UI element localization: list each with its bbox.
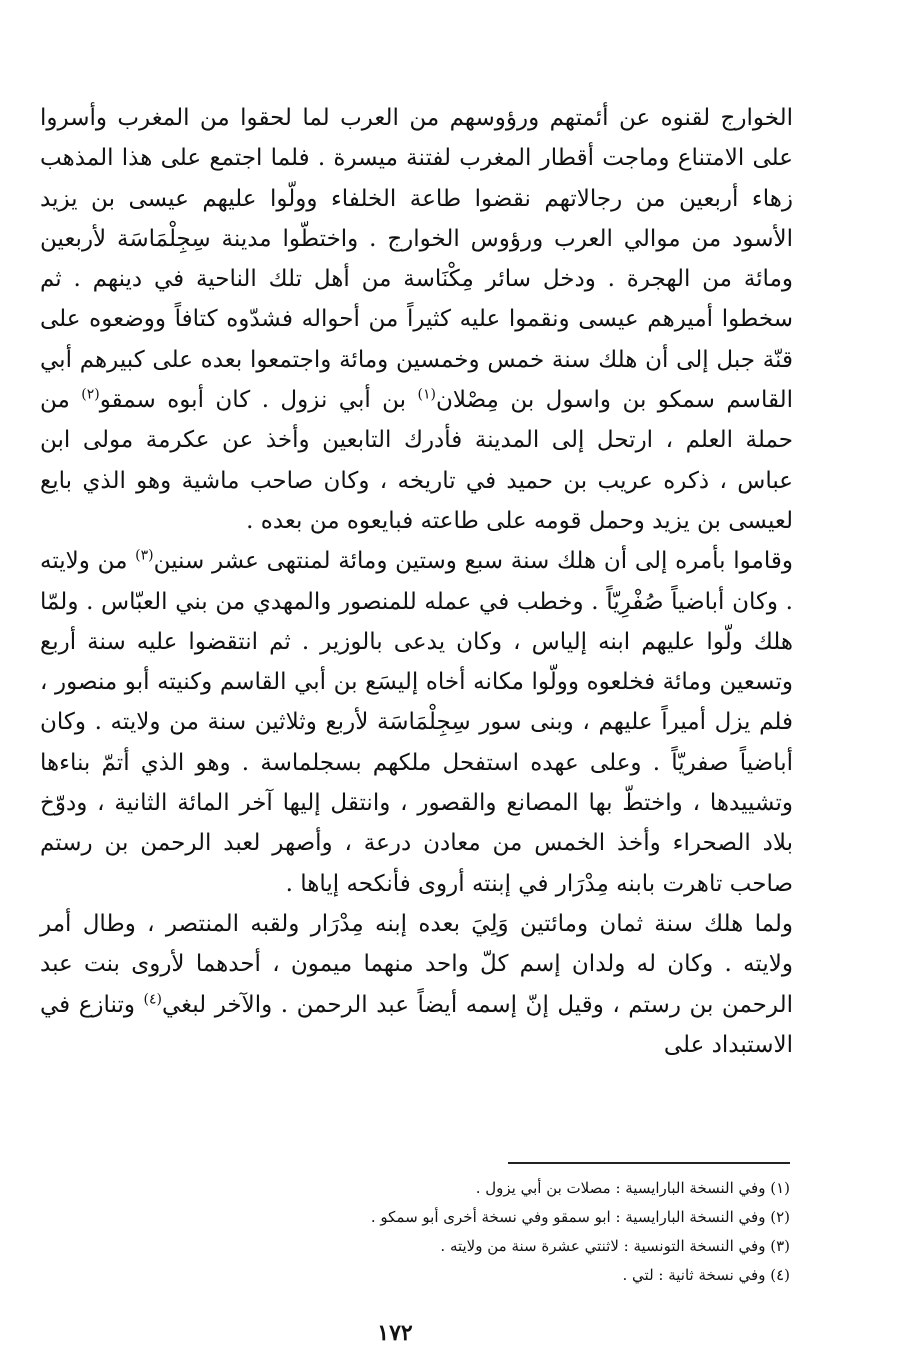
paragraph-1-end: من حملة العلم ، ارتحل إلى المدينة فأدرك التابعين وأخذ عن عكرمة مولى ابن عباس ، ذكره عريب بن حميد في تاريخه ، وكان صاحب ماشية وهو الذي بايع لعيسى بن يزيد وحمل قومه على طاعته فبايعوه من بعده . [40, 387, 793, 534]
paragraph-2 [40, 541, 793, 904]
footnote-3: (٣) وفي النسخة التونسية : لاثنتي عشرة سنة من ولايته . [440, 1237, 790, 1255]
paragraph-1-start: الخوارج لقنوه عن أئمتهم ورؤوسهم من العرب لما لحقوا من المغرب وأسروا على الامتناع وماجت أقطار المغرب لفتنة ميسرة . فلما اجتمع على هذا المذهب زهاء أربعين من رجالاتهم نقضوا طاعة الخلفاء وولّوا عليهم عيسى بن يزيد الأسود من موالي العرب ورؤوس الخوارج . واختطّوا مدينة سِجِلْمَاسَة لأربعين ومائة من الهجرة . ودخل سائر مِكْنَاسة من أهل تلك الناحية في دينهم . ثم سخطوا أميرهم عيسى ونقموا عليه كثيراً من أحواله فشدّوه كتافاً ووضعوه على قنّة جبل إلى أن هلك سنة خمس وخمسين ومائة واجتمعوا بعده على كبيرهم أبي القاسم سمكو بن واسول بن مِصْلان [40, 105, 793, 414]
footnote-ref-2: (٢) [81, 386, 100, 403]
main-text [40, 98, 793, 1065]
paragraph-2-end: من ولايته . وكان أباضياً صُفْرِيّاً . وخطب في عمله للمنصور والمهدي من بني العبّاس . ولمّا هلك ولّوا عليهم ابنه إلياس ، وكان يدعى بالوزير . ثم انتقضوا عليه سنة أربع وتسعين ومائة فخلعوه وولّوا مكانه أخاه إليسَع بن أبي القاسم وكنيته أبو منصور ، فلم يزل أميراً عليهم ، وبنى سور سِجِلْمَاسَة لأربع وثلاثين سنة من ولايته . وكان أباضياً صفريّاً . وعلى عهده استفحل ملكهم بسجلماسة . وهو الذي أتمّ بناءها وتشييدها ، واختطّ بها المصانع والقصور ، وانتقل إليها آخر المائة الثانية ، ودوّخ بلاد الصحراء وأخذ الخمس من معادن درعة ، وأصهر لعبد الرحمن بن رستم صاحب تاهرت بابنه مِدْرَار في إبنته أروى فأنكحه إياها . [40, 548, 794, 897]
paragraph-3-start: لما هلك سنة ثمان ومائتين وَلِيَ بعده إبنه مِدْرَار ولقبه المنتصر ، وطال أمر ولايته . وكان له ولدان إسم كلّ واحد منهما ميمون ، أحدهما لأروى بنت عبد الرحمن بن رستم ، وقيل إنّ إسمه أيضاً عبد الرحمن . والآخر لبغي [40, 910, 793, 1018]
footnote-4: (٤) وفي نسخة ثانية : لتي . [622, 1266, 790, 1284]
footnote-ref-4: (٤) [143, 990, 162, 1007]
paragraph-2-start: قاموا بأمره إلى أن هلك سنة سبع وستين ومائة لمنتهى عشر سنين [153, 548, 782, 575]
paragraph-3 [40, 904, 793, 1065]
page-number: ١٧٢ [377, 1320, 413, 1346]
paragraph-3-prefix: و [781, 910, 793, 937]
paragraph-1 [40, 98, 793, 541]
paragraph-3-end: وتنازع في الاستبداد على [40, 991, 793, 1058]
footnote-ref-3: (٣) [135, 547, 154, 564]
paragraph-2-prefix: و [781, 548, 793, 575]
footnote-divider [508, 1162, 790, 1164]
footnote-2: (٢) وفي النسخة البارايسية : ابو سمقو وفي نسخة أخرى أبو سمكو . [370, 1208, 790, 1226]
footnote-1: (١) وفي النسخة البارايسية : مصلات بن أبي يزول . [475, 1179, 790, 1197]
footnotes [300, 1174, 790, 1290]
footnote-ref-1: (١) [417, 386, 436, 403]
paragraph-1-mid: بن أبي نزول . كان أبوه سمقو [99, 387, 418, 414]
